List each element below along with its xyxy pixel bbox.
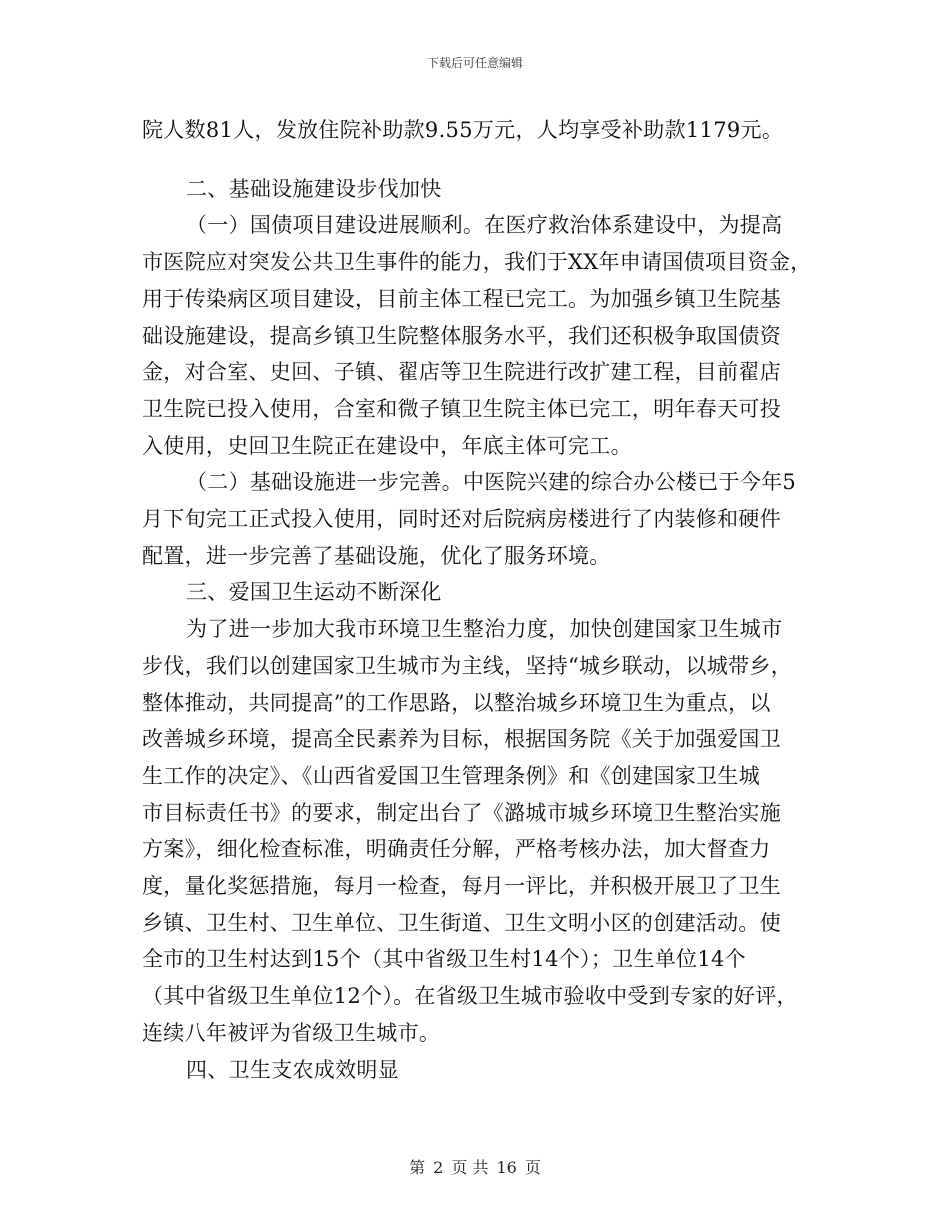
text-line: 方案》，细化检查标准，明确责任分解，严格考核办法，加大督查力 (142, 837, 771, 862)
footer-page-number: 2 (433, 1158, 444, 1177)
document-body (142, 112, 814, 1088)
text-line: 础设施建设，提高乡镇卫生院整体服务水平，我们还积极争取国债资 (142, 323, 781, 348)
text-line: 金，对合室、史回、子镇、翟店等卫生院进行改扩建工程，目前翟店 (142, 360, 781, 385)
text-line: 卫生院已投入使用，合室和微子镇卫生院主体已完工，明年春天可投 (142, 396, 781, 421)
text-line: 配置，进一步完善了基础设施，优化了服务环境。 (142, 543, 611, 568)
text-line: 月下旬完工正式投入使用，同时还对后院病房楼进行了内装修和硬件 (142, 507, 781, 532)
text-line: 度，量化奖惩措施，每月一检查，每月一评比，并积极开展卫了卫生 (142, 874, 781, 899)
header-note: 下载后可任意编辑 (426, 56, 523, 70)
text-line: 市医院应对突发公共卫生事件的能力，我们于XX年申请国债项目资金， (142, 250, 812, 275)
text-line: 三、爱国卫生运动不断深化 (186, 580, 442, 605)
text-line: 生工作的决定》、《山西省爱国卫生管理条例》和《创建国家卫生城 (142, 763, 760, 788)
footer-mid: 页 共 (451, 1158, 489, 1177)
text-line: 改善城乡环境，提高全民素养为目标，根据国务院《关于加强爱国卫 (142, 727, 781, 752)
footer-suffix: 页 (524, 1158, 541, 1177)
text-line: 二、基础设施建设步伐加快 (186, 176, 442, 201)
text-line: 步伐，我们以创建国家卫生城市为主线，坚持“城乡联动，以城带乡， (142, 653, 793, 678)
text-line: 整体推动，共同提高”的工作思路，以整治城乡环境卫生为重点，以 (142, 690, 771, 715)
text-line: 入使用，史回卫生院正在建设中，年底主体可完工。 (142, 433, 632, 458)
text-line: 院人数81人，发放住院补助款9.55万元，人均享受补助款1179元。 (142, 118, 784, 142)
footer-total-pages: 16 (496, 1158, 517, 1177)
text-line: （其中省级卫生单位12个）。在省级卫生城市验收中受到专家的好评， (142, 984, 798, 1009)
text-line: （一）国债项目建设进展顺利。在医疗救治体系建设中，为提高 (186, 213, 783, 238)
text-line: 为了进一步加大我市环境卫生整治力度，加快创建国家卫生城市 (186, 617, 783, 642)
text-line: 连续八年被评为省级卫生城市。 (142, 1020, 441, 1045)
footer-prefix: 第 (409, 1158, 426, 1177)
text-line: 用于传染病区项目建设，目前主体工程已完工。为加强乡镇卫生院基 (142, 286, 781, 311)
text-line: 乡镇、卫生村、卫生单位、卫生街道、卫生文明小区的创建活动。使 (142, 910, 781, 935)
text-line: 市目标责任书》的要求，制定出台了《潞城市城乡环境卫生整治实施 (142, 800, 781, 825)
page-footer (0, 1155, 950, 1178)
text-line: 四、卫生支农成效明显 (186, 1057, 399, 1082)
text-line: 全市的卫生村达到15个（其中省级卫生村14个）；卫生单位14个 (142, 947, 746, 972)
text-line: （二）基础设施进一步完善。中医院兴建的综合办公楼已于今年5 (186, 470, 797, 495)
